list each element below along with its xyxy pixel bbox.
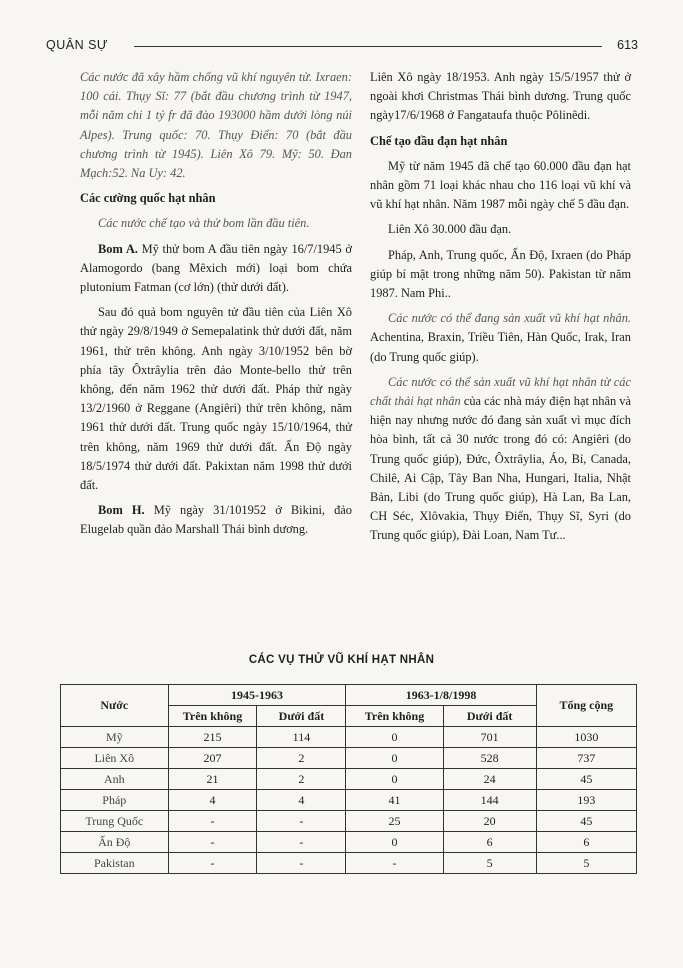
header-below-1: Dưới đất (257, 706, 346, 727)
bomb-a-text: Mỹ thử bom A đầu tiên ngày 16/7/1945 ở Alamogordo (bang Mêxich mới) loại bom chứa plutonium Fatman (cơ lớn) (thử dưới đất). (80, 241, 352, 295)
header-period-1: 1945-1963 (168, 685, 346, 706)
header-country: Nước (61, 685, 169, 727)
bomb-h-paragraph (80, 501, 352, 539)
first-tests-intro: Các nước chế tạo và thử bom lần đầu tiên. (98, 216, 310, 231)
possible-producers-lead: Các nước có thể đang sản xuất vũ khí hạt nhân. (388, 311, 631, 326)
table-row (61, 790, 637, 811)
country-cell: Pháp (61, 790, 169, 811)
waste-producers-paragraph (370, 373, 631, 546)
value-cell: 0 (346, 832, 443, 853)
value-cell: 0 (346, 727, 443, 748)
value-cell: - (346, 853, 443, 874)
value-cell: 1030 (536, 727, 636, 748)
header-above-2: Trên không (346, 706, 443, 727)
country-cell: Ấn Độ (61, 832, 169, 853)
soviet-warheads-paragraph: Liên Xô 30.000 đầu đạn. (388, 222, 512, 237)
warhead-heading: Chế tạo đầu đạn hạt nhân (370, 133, 508, 148)
value-cell: 2 (257, 769, 346, 790)
soviet-tests-paragraph: Sau đó quả bom nguyên tử đầu tiên của Liên Xô thử ngày 29/8/1949 ở Semepalatink thử dưới đất, năm 1961, thử trên không. Anh ngày 3/10/1952 bên bờ phía tây Ôxtrâylia trên đảo Monte-bello thử trên không, đến năm 1962 thử dưới đất. Pháp thử ngày 13/2/1960 ở Reggane (Angiêri) thử trên không, năm 1961 thử dưới đất. Trung quốc ngày 15/10/1964, thử trên không, năm 1969 thử dưới đất. Ấn Độ ngày 18/5/1974 thử dưới đất. Pakixtan năm 1998 thử dưới đất. (80, 305, 352, 493)
value-cell: 114 (257, 727, 346, 748)
table-header-row (61, 685, 637, 706)
value-cell: 5 (536, 853, 636, 874)
header-above-1: Trên không (168, 706, 257, 727)
value-cell: - (168, 853, 257, 874)
bomb-a-lead: Bom A. (98, 241, 138, 256)
header-period-2: 1963-1/8/1998 (346, 685, 536, 706)
header-total: Tổng cộng (536, 685, 636, 727)
bomb-a-paragraph (80, 240, 352, 298)
other-producers-paragraph: Pháp, Anh, Trung quốc, Ấn Độ, Ixraen (do Pháp giúp bí mật trong những năm 50). Pakistan từ năm 1987. Nam Phi.. (370, 247, 631, 301)
country-cell: Anh (61, 769, 169, 790)
page-number: 613 (617, 38, 638, 52)
left-column (80, 68, 352, 546)
nuclear-tests-table (60, 684, 637, 874)
value-cell: 528 (443, 748, 536, 769)
value-cell: - (257, 853, 346, 874)
header-below-2: Dưới đất (443, 706, 536, 727)
table-row (61, 832, 637, 853)
value-cell: 6 (536, 832, 636, 853)
country-cell: Liên Xô (61, 748, 169, 769)
bomb-h-lead: Bom H. (98, 503, 145, 518)
country-cell: Mỹ (61, 727, 169, 748)
nuclear-powers-heading: Các cường quốc hạt nhân (80, 191, 216, 206)
value-cell: 25 (346, 811, 443, 832)
country-cell: Trung Quốc (61, 811, 169, 832)
value-cell: 0 (346, 748, 443, 769)
possible-producers-text: Achentina, Braxin, Triều Tiên, Hàn Quốc, Irak, Iran (do Trung quốc giúp). (370, 330, 631, 364)
value-cell: 737 (536, 748, 636, 769)
value-cell: 41 (346, 790, 443, 811)
value-cell: 21 (168, 769, 257, 790)
waste-producers-lead: Các nước có thể sản xuất vũ khí hạt nhân từ các chất thải hạt nhân (370, 374, 631, 409)
value-cell: 2 (257, 748, 346, 769)
waste-producers-text: của các nhà máy điện hạt nhân và hiện nay nhưng nước đó đang sản xuất vì mục đích hòa bình, tất cả 30 nước trong đó có: Angiêri (do Trung quốc giúp), Đức, Ôxtrâylia, Áo, Bỉ, Canada, Chilê, Ai Cập, Tây Ban Nha, Hungari, Italia, Nhật Bản, Libi (do Trung quốc giúp), Hà Lan, Ba Lan, CH Séc, Xlôvakia, Thụy Điển, Thụy Sĩ, Syri (do Trung quốc giúp), Đài Loan, Nam Tư... (370, 394, 631, 543)
table-title: CÁC VỤ THỬ VŨ KHÍ HẠT NHÂN (248, 654, 435, 666)
bomb-h-text: Mỹ ngày 31/101952 ở Bikini, đảo Elugelab quần đảo Marshall Thái bình dương. (80, 503, 352, 537)
value-cell: 4 (168, 790, 257, 811)
value-cell: - (168, 832, 257, 853)
section-title: QUÂN SỰ (46, 38, 109, 52)
bomb-h-continued: Liên Xô ngày 18/1953. Anh ngày 15/5/1957 thử ở ngoài khơi Christmas Thái bình dương. Trung quốc ngày17/6/1968 ở Fangataufa thuộc Pôlinêdi. (370, 70, 631, 123)
value-cell: - (257, 811, 346, 832)
table-row (61, 727, 637, 748)
shelter-paragraph: Các nước đã xây hầm chống vũ khí nguyên tử. Ixraen: 100 cái. Thụy Sĩ: 77 (bắt đầu chương trình từ 1947, mỗi năm chi 1 tỷ fr đã đào 193000 hầm dưới lòng núi Alpes). Trung quốc: 70. Thụy Điển: 70 (bắt đầu chương trình từ 1945). Liên Xô 79. Mỹ: 50. Đan Mạch:52. Na Uy: 42. (80, 70, 352, 181)
table-row (61, 853, 637, 874)
value-cell: 5 (443, 853, 536, 874)
page-header (46, 38, 638, 56)
value-cell: 6 (443, 832, 536, 853)
value-cell: - (168, 811, 257, 832)
value-cell: 0 (346, 769, 443, 790)
value-cell: 193 (536, 790, 636, 811)
value-cell: 20 (443, 811, 536, 832)
value-cell: - (257, 832, 346, 853)
us-warheads-paragraph: Mỹ từ năm 1945 đã chế tạo 60.000 đầu đạn hạt nhân gồm 71 loại khác nhau cho 116 loại vũ khí và vũ khí hạt nhân. Năm 1987 mỗi ngày chế 5 đầu đạn. (370, 158, 631, 212)
header-rule (134, 46, 602, 47)
value-cell: 45 (536, 811, 636, 832)
value-cell: 45 (536, 769, 636, 790)
table-row (61, 748, 637, 769)
value-cell: 701 (443, 727, 536, 748)
value-cell: 215 (168, 727, 257, 748)
right-column (370, 68, 631, 552)
value-cell: 24 (443, 769, 536, 790)
value-cell: 144 (443, 790, 536, 811)
table-row (61, 769, 637, 790)
value-cell: 207 (168, 748, 257, 769)
country-cell: Pakistan (61, 853, 169, 874)
possible-producers-paragraph (370, 309, 631, 367)
value-cell: 4 (257, 790, 346, 811)
table-row (61, 811, 637, 832)
